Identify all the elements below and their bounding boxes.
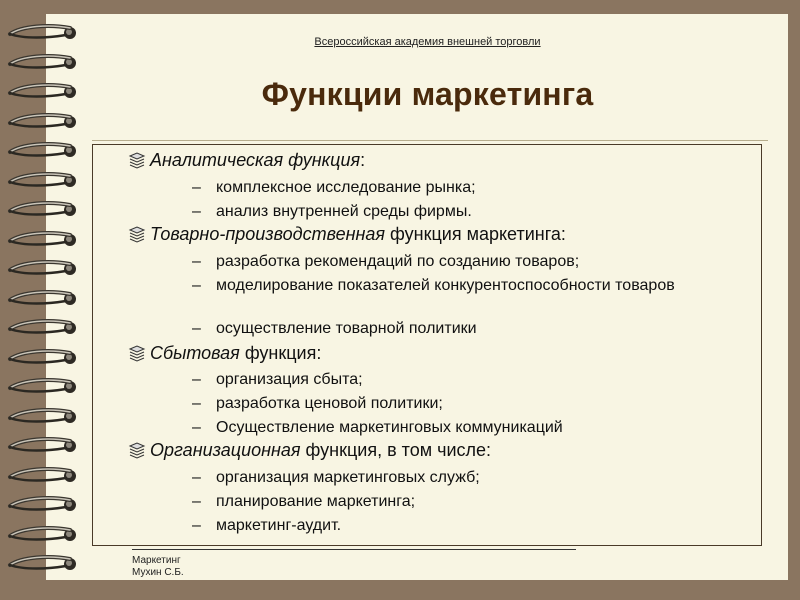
stack-bullet-icon: [128, 345, 146, 363]
dash: –: [192, 371, 201, 388]
section-rest: функция, в том числе:: [300, 440, 492, 460]
list-item-text: маркетинг-аудит.: [216, 517, 342, 534]
spiral-ring-icon: [4, 347, 76, 369]
footer-author: Мухин С.Б.: [132, 567, 184, 578]
list-item-text: разработка ценовой политики;: [216, 395, 443, 412]
section-title: Организационная: [150, 440, 301, 460]
list-item-text: моделирование показателей конкурентоспособности товаров: [216, 277, 675, 294]
section-production: [128, 224, 566, 245]
dash: –: [192, 277, 201, 294]
section-organizational: [128, 440, 491, 461]
section-rest: функция:: [239, 343, 322, 363]
spiral-ring-icon: [4, 465, 76, 487]
section-title: Аналитическая функция: [150, 150, 361, 170]
dash: –: [192, 179, 201, 196]
section-analytical: [128, 150, 365, 171]
spiral-ring-icon: [4, 524, 76, 546]
section-rest: функция маркетинга:: [385, 224, 566, 244]
list-item-text: разработка рекомендаций по созданию товаров;: [216, 253, 580, 270]
section-title: Сбытовая: [150, 343, 240, 363]
footer-subject: Маркетинг: [132, 555, 181, 566]
dash: –: [192, 253, 201, 270]
spiral-ring-icon: [4, 406, 76, 428]
dash: –: [192, 203, 201, 220]
spiral-ring-icon: [4, 111, 76, 133]
list-item-text: комплексное исследование рынка;: [216, 179, 476, 196]
academy-header: Всероссийская академия внешней торговли: [314, 36, 541, 48]
stack-bullet-icon: [128, 442, 146, 460]
spiral-ring-icon: [4, 140, 76, 162]
section-rest: :: [360, 150, 366, 170]
spiral-ring-icon: [4, 376, 76, 398]
dash: –: [192, 395, 201, 412]
spiral-ring-icon: [4, 52, 76, 74]
spiral-ring-icon: [4, 494, 76, 516]
list-item-text: осуществление товарной политики: [216, 320, 477, 337]
list-item-text: планирование маркетинга;: [216, 493, 416, 510]
list-item-text: организация маркетинговых служб;: [216, 469, 480, 486]
spiral-ring-icon: [4, 317, 76, 339]
spiral-ring-icon: [4, 258, 76, 280]
dash: –: [192, 320, 201, 337]
stack-bullet-icon: [128, 226, 146, 244]
dash: –: [192, 493, 201, 510]
title-divider: [92, 140, 768, 141]
slide-title: Функции маркетинга: [261, 76, 594, 112]
dash: –: [192, 419, 201, 436]
spiral-ring-icon: [4, 435, 76, 457]
spiral-ring-icon: [4, 553, 76, 575]
list-item-text: анализ внутренней среды фирмы.: [216, 203, 472, 220]
section-title: Товарно-производственная: [150, 224, 386, 244]
stack-bullet-icon: [128, 152, 146, 170]
footer-divider: [132, 549, 576, 550]
spiral-ring-icon: [4, 288, 76, 310]
section-sales: [128, 343, 321, 364]
dash: –: [192, 469, 201, 486]
spiral-ring-icon: [4, 199, 76, 221]
list-item-text: Осуществление маркетинговых коммуникаций: [216, 419, 563, 436]
list-item-text: организация сбыта;: [216, 371, 363, 388]
dash: –: [192, 517, 201, 534]
spiral-ring-icon: [4, 229, 76, 251]
spiral-ring-icon: [4, 170, 76, 192]
